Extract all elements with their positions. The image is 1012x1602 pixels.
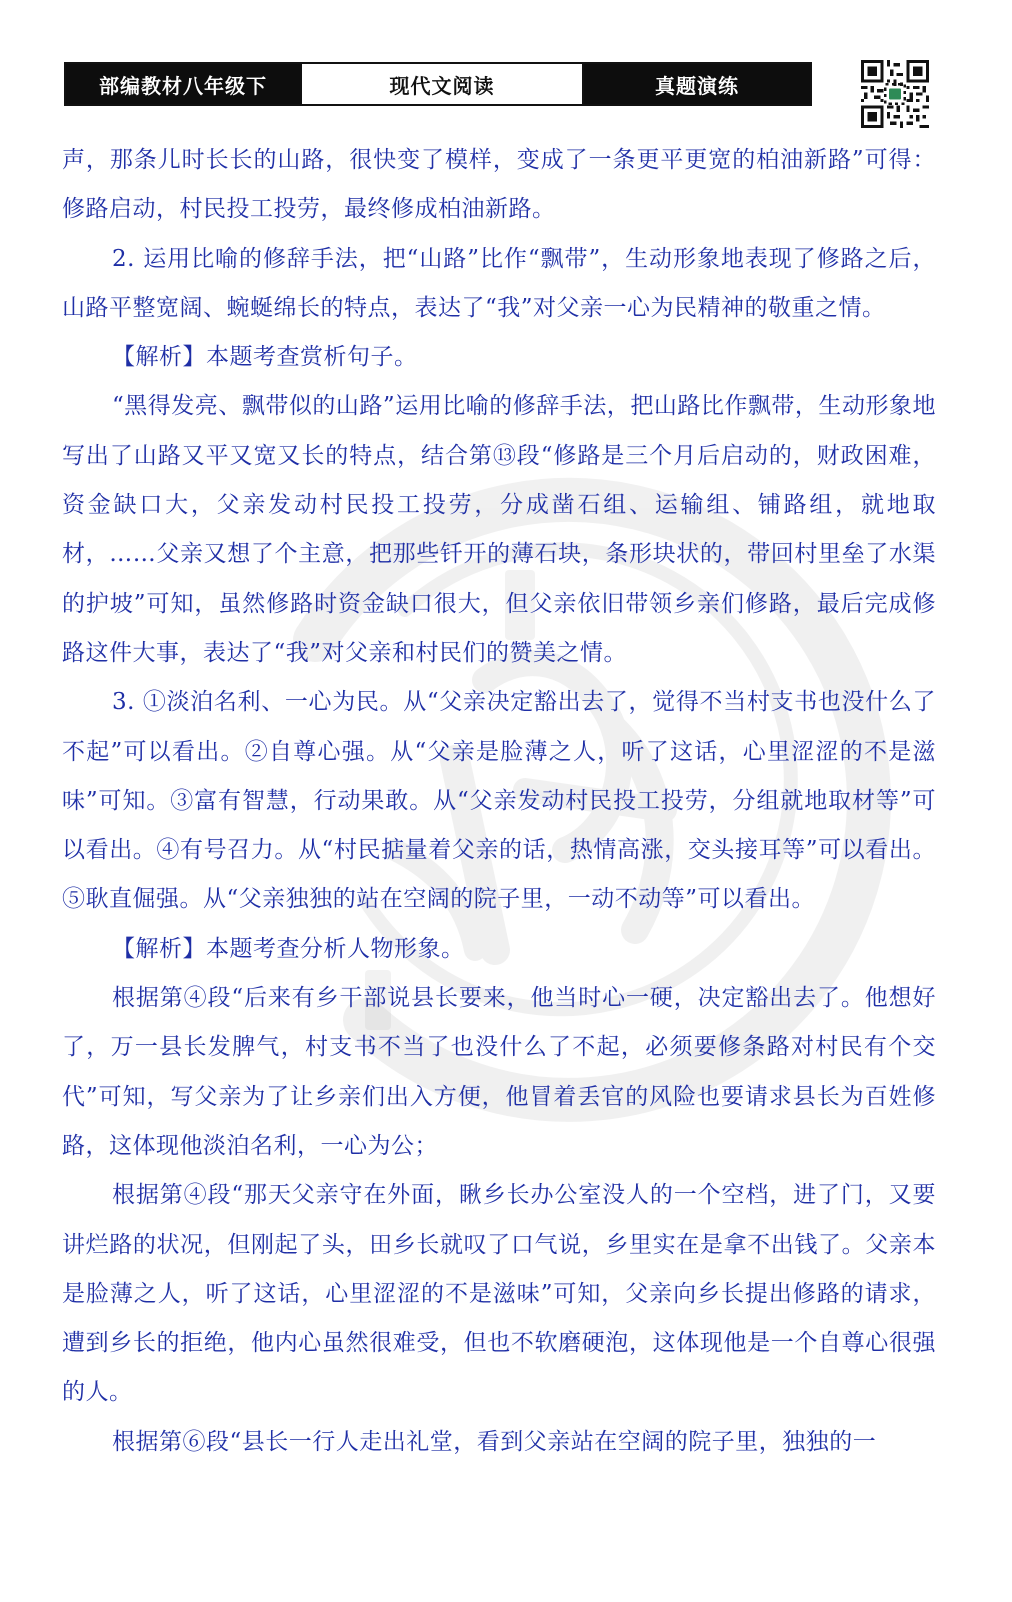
paragraph-4: “黑得发亮、飘带似的山路”运用比喻的修辞手法，把山路比作飘带，生动形象地写出了山路又平又宽又长的特点，结合第⑬段“修路是三个月后启动的，财政困难，资金缺口大，父亲发动村民投工投劳，分成凿石组、运输组、铺路组，就地取材，……父亲又想了个主意，把那些钎开的薄石块，条形块状的，带回村里垒了水渠的护坡”可知，虽然修路时资金缺口很大，但父亲依旧带领乡亲们修路，最后完成修路这件大事，表达了“我”对父亲和村民们的赞美之情。 xyxy=(62,393,936,666)
header-textbook-label: 部编教材八年级下 xyxy=(66,64,300,104)
paragraph-6: 【解析】本题考查分析人物形象。 xyxy=(112,935,465,962)
qr-code-icon xyxy=(861,60,929,128)
paragraph-7: 根据第④段“后来有乡干部说县长要来，他当时心一硬，决定豁出去了。他想好了，万一县长发脾气，村支书不当了也没什么了不起，必须要修条路对村民有个交代”可知，写父亲为了让乡亲们出入方便，他冒着丢官的风险也要请求县长为百姓修路，这体现他淡泊名利，一心为公； xyxy=(62,985,936,1159)
page-header xyxy=(64,62,812,106)
paragraph-5: 3. ①淡泊名利、一心为民。从“父亲决定豁出去了，觉得不当村支书也没什么了不起”可以看出。②自尊心强。从“父亲是脸薄之人，听了这话，心里涩涩的不是滋味”可知。③富有智慧，行动果敢。从“父亲发动村民投工投劳，分组就地取材等”可以看出。④有号召力。从“村民掂量着父亲的话，热情高涨，交头接耳等”可以看出。⑤耿直倔强。从“父亲独独的站在空阔的院子里，一动不动等”可以看出。 xyxy=(62,689,936,913)
header-section-title: 现代文阅读 xyxy=(300,64,584,104)
header-practice-label: 真题演练 xyxy=(584,64,810,104)
paragraph-2: 2. 运用比喻的修辞手法，把“山路”比作“飘带”，生动形象地表现了修路之后，山路平整宽阔、蜿蜒绵长的特点，表达了“我”对父亲一心为民精神的敬重之情。 xyxy=(62,245,936,321)
paragraph-9: 根据第⑥段“县长一行人走出礼堂，看到父亲站在空阔的院子里，独独的一 xyxy=(112,1428,877,1455)
paragraph-8: 根据第④段“那天父亲守在外面，瞅乡长办公室没人的一个空档，进了门，又要讲烂路的状况，但刚起了头，田乡长就叹了口气说，乡里实在是拿不出钱了。父亲本是脸薄之人，听了这话，心里涩涩的不是滋味”可知，父亲向乡长提出修路的请求，遭到乡长的拒绝，他内心虽然很难受，但也不软磨硬泡，这体现他是一个自尊心很强的人。 xyxy=(62,1182,936,1406)
paragraph-3: 【解析】本题考查赏析句子。 xyxy=(112,344,418,371)
paragraph-1: 声，那条儿时长长的山路，很快变了模样，变成了一条更平更宽的柏油新路”可得：修路启动，村民投工投劳，最终修成柏油新路。 xyxy=(62,147,936,223)
document-body xyxy=(62,136,936,1467)
